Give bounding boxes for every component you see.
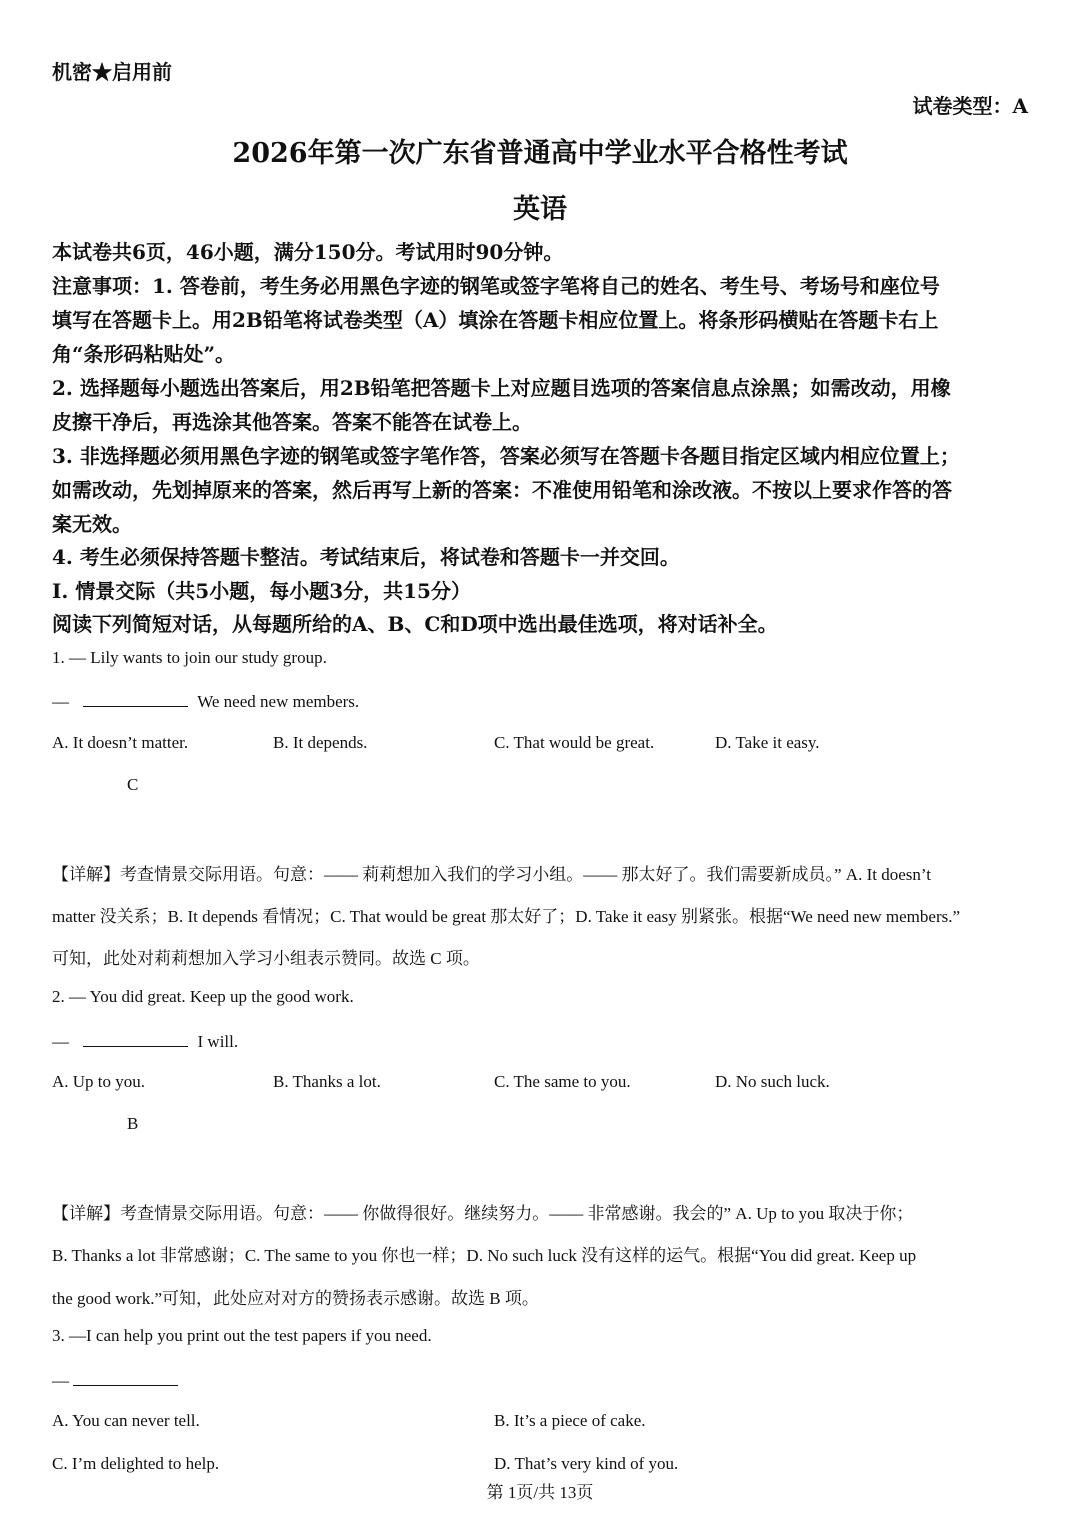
answer-blank (73, 1369, 178, 1386)
section-instruction: 阅读下列简短对话，从每题所给的A、B、C和D项中选出最佳选项，将对话补全。 (52, 612, 778, 636)
note-4: 4. 考生必须保持答题卡整洁。考试结束后，将试卷和答题卡一并交回。 (52, 545, 680, 569)
section-heading: Ⅰ. 情景交际（共5小题，每小题3分，共15分） (52, 579, 471, 603)
question-2-option-a: A. Up to you. (52, 1072, 146, 1091)
confidential-label: 机密★启用前 (52, 60, 172, 84)
question-1-answer: C (127, 775, 139, 794)
note-3-line-1: 3. 非选择题必须用黑色字迹的钢笔或签字笔作答，答案必须写在答题卡各题目指定区域内相应位置上； (52, 444, 960, 468)
question-1-detail-line-3: 可知，此处对莉莉想加入学习小组表示赞同。故选 C 项。 (52, 949, 480, 968)
question-2-answer: B (127, 1114, 139, 1133)
question-3-option-d: D. That’s very kind of you. (494, 1454, 679, 1473)
subject-title: 英语 (513, 194, 567, 225)
question-1-detail-line-2: matter 没关系；B. It depends 看情况；C. That would be great 那太好了；D. Take it easy 别紧张。根据“We need new members.” (52, 907, 961, 926)
page-number: 第 1页/共 13页 (486, 1483, 594, 1502)
question-3-option-a: A. You can never tell. (52, 1411, 200, 1430)
question-1-option-b: B. It depends. (273, 733, 368, 752)
question-3-option-c: C. I’m delighted to help. (52, 1454, 220, 1473)
note-3-line-2: 如需改动，先划掉原来的答案，然后再写上新的答案：不准使用铅笔和涂改液。不按以上要求作答的答 (52, 478, 952, 502)
paper-type-label: 试卷类型：A (912, 94, 1028, 118)
question-2-detail-line-1: 【详解】考查情景交际用语。句意：—— 你做得很好。继续努力。—— 非常感谢。我会的” A. Up to you 取决于你； (52, 1204, 914, 1223)
response-text: We need new members. (197, 692, 360, 711)
note-3-line-3: 案无效。 (52, 512, 132, 536)
question-2-option-d: D. No such luck. (715, 1072, 830, 1091)
answer-blank (83, 690, 188, 707)
question-2-option-b: B. Thanks a lot. (273, 1072, 381, 1091)
response-dash: — (52, 692, 69, 711)
note-1-line-3: 角“条形码粘贴处”。 (52, 342, 236, 366)
question-1-option-d: D. Take it easy. (715, 733, 820, 752)
question-1-response (52, 690, 359, 712)
question-2-detail-line-3: the good work.”可知，此处应对对方的赞扬表示感谢。故选 B 项。 (52, 1289, 539, 1308)
question-2-prompt: 2. — You did great. Keep up the good work. (52, 987, 354, 1006)
note-1-line-1: 注意事项：1. 答卷前，考生务必用黑色字迹的钢笔或签字笔将自己的姓名、考生号、考场号和座位号 (52, 274, 940, 298)
response-text: I will. (197, 1032, 239, 1051)
question-1-option-c: C. That would be great. (494, 733, 655, 752)
note-1-line-2: 填写在答题卡上。用2B铅笔将试卷类型（A）填涂在答题卡相应位置上。将条形码横贴在答题卡右上 (52, 308, 939, 332)
answer-blank (83, 1030, 188, 1047)
exam-intro: 本试卷共6页，46小题，满分150分。考试用时90分钟。 (52, 240, 564, 264)
response-dash: — (52, 1032, 69, 1051)
question-2-detail-line-2: B. Thanks a lot 非常感谢；C. The same to you 你也一样；D. No such luck 没有这样的运气。根据“You did great. Keep up (52, 1246, 917, 1265)
question-1-option-a: A. It doesn’t matter. (52, 733, 189, 752)
question-3-response (52, 1369, 178, 1391)
page-title: 2026年第一次广东省普通高中学业水平合格性考试 (232, 138, 848, 169)
question-1-prompt: 1. — Lily wants to join our study group. (52, 648, 327, 667)
question-1-detail-line-1: 【详解】考查情景交际用语。句意：—— 莉莉想加入我们的学习小组。—— 那太好了。我们需要新成员。” A. It doesn’t (52, 865, 931, 884)
question-3-option-b: B. It’s a piece of cake. (494, 1411, 646, 1430)
note-2-line-1: 2. 选择题每小题选出答案后，用2B铅笔把答题卡上对应题目选项的答案信息点涂黑；如需改动，用橡 (52, 376, 951, 400)
response-dash: — (52, 1371, 69, 1390)
question-2-response (52, 1030, 238, 1052)
question-2-option-c: C. The same to you. (494, 1072, 631, 1091)
question-3-prompt: 3. —I can help you print out the test papers if you need. (52, 1326, 432, 1345)
note-2-line-2: 皮擦干净后，再选涂其他答案。答案不能答在试卷上。 (52, 410, 532, 434)
